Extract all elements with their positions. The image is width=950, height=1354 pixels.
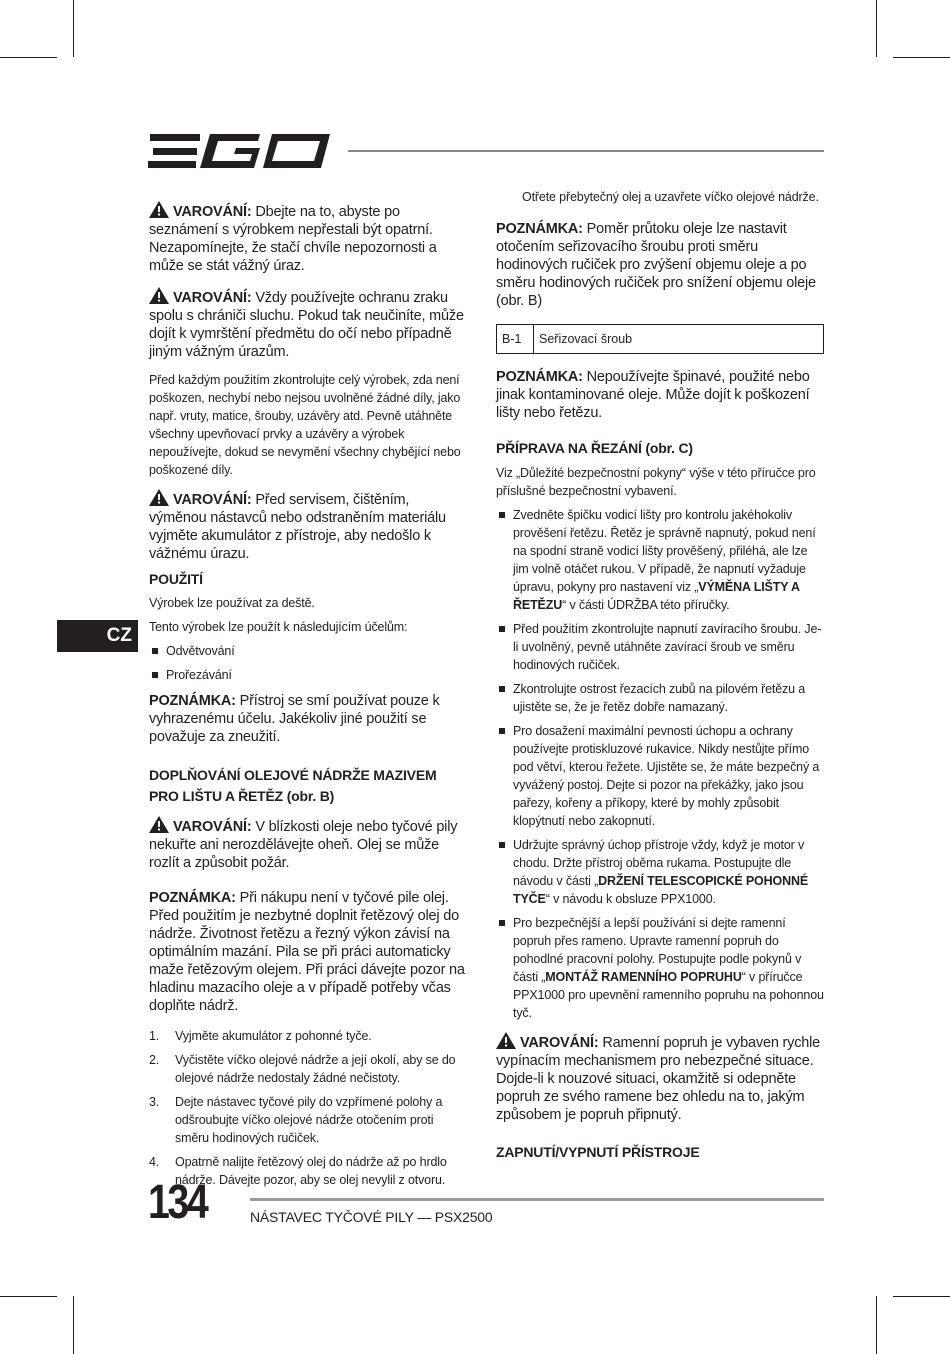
list-item: Před použitím zkontrolujte napnutí zavíracího šroubu. Je-li uvolněný, pevně utáhněte zavírací šroub ve směru hodinových ručiček. — [496, 620, 824, 674]
list-text: “ v příručce PPX1000 pro upevnění ramenního popruhu na pohonnou tyč. — [513, 970, 824, 1020]
note-paragraph — [496, 220, 824, 310]
use-paragraph: Tento výrobek lze použít k následujícím účelům: — [149, 620, 408, 634]
table-cell-key: B-1 — [497, 325, 534, 354]
list-text: “ v návodu k obsluze PPX1000. — [545, 892, 716, 906]
warning-triangle-icon — [149, 287, 169, 304]
ego-logo — [148, 130, 332, 174]
list-text: Pro bezpečnější a lepší používání si dejte ramenní popruh přes rameno. Upravte ramenní popruh do pohodlné pracovní polohy. Postupujte podle pokynů v části „ — [513, 916, 802, 984]
warning-triangle-icon — [149, 201, 169, 218]
list-item — [496, 836, 824, 908]
list-item: Zkontrolujte ostrost řezacích zubů na pilovém řetězu a ujistěte se, že je řetěz dobře namazaný. — [496, 680, 824, 716]
use-list — [149, 642, 469, 684]
warning-label: VAROVÁNÍ: — [173, 819, 252, 835]
step-number: 2. — [149, 1053, 160, 1067]
list-item: Pro dosažení maximální pevnosti úchopu a ochrany používejte protiskluzové rukavice. Nikdy nestůjte přímo pod větví, kterou řežete. Ujistěte se, že máte bezpečný a vyvážený postoj. Dejte si pozor na překážky, jako jsou pařezy, kořeny a příkopy, které by mohly způsobit klopýtnutí nebo zakopnutí. — [496, 722, 824, 830]
inspection-paragraph: Před každým použitím zkontrolujte celý výrobek, zda není poškozen, nechybí nebo nejsou uvolněné žádné díly, jako např. vruty, matice, šrouby, uzávěry atd. Pevně utáhněte všechny upevňovací prvky a uzávěry a výrobek nepoužívejte, dokud se nevymění všechny chybějící nebo poškozené díly. — [149, 373, 461, 477]
list-text: Udržujte správný úchop přístroje vždy, když je motor v chodu. Držte přístroj oběma rukama. Postupujte dle návodu v části „ — [513, 838, 805, 888]
note-label: POZNÁMKA: — [496, 221, 583, 237]
section-heading-prep: PŘÍPRAVA NA ŘEZÁNÍ (obr. C) — [496, 440, 693, 456]
step-text: Vyjměte akumulátor z pohonné tyče. — [175, 1029, 372, 1043]
list-text-bold: VÝMĚNA LIŠTY A ŘETĚZU — [513, 580, 800, 612]
crop-mark — [893, 1296, 950, 1297]
list-text: Zvedněte špičku vodicí lišty pro kontrolu jakéhokoliv prověšení řetězu. Řetěz je správně napnutý, pokud není na spodní straně vodicí lišty prověšený, přiléhá, ale lze jim volně otáčet rukou. V případě, že napnutí vyžaduje úpravu, pokyny pro nastavení viz „ — [513, 508, 816, 594]
language-tab: CZ — [57, 620, 138, 652]
page-number: 134 — [148, 1176, 207, 1229]
note-text: Při nákupu není v tyčové pile olej. Před použitím je nezbytné doplnit řetězový olej do nádrže. Životnost řetězu a řezný výkon závisí na optimálním mazání. Pila se při práci automaticky maže řetězovým olejem. Při práci dávejte pozor na hladinu mazacího oleje a v případě potřeby včas doplňte nádrž. — [149, 890, 465, 1014]
step-number: 1. — [149, 1029, 160, 1043]
table-row — [497, 325, 824, 354]
parts-table — [496, 324, 824, 354]
warning-label: VAROVÁNÍ: — [173, 290, 252, 306]
note-paragraph — [149, 889, 469, 1015]
footer-title: NÁSTAVEC TYČOVÉ PILY — PSX2500 — [250, 1209, 493, 1225]
list-item — [496, 506, 824, 614]
step-text: Dejte nástavec tyčové pily do vzpřímené polohy a odšroubujte víčko olejové nádrže otočením proti směru hodinových ručiček. — [175, 1095, 443, 1145]
note-text: Nepoužívejte špinavé, použité nebo jinak kontaminované oleje. Může dojít k poškození lišty nebo řetězu. — [496, 369, 810, 421]
crop-mark — [0, 1296, 57, 1297]
use-paragraph: Výrobek lze používat za deště. — [149, 596, 315, 610]
prep-list — [496, 506, 824, 1022]
note-text: Poměr průtoku oleje lze nastavit otočením seřizovacího šroubu proti směru hodinových ručiček pro zvýšení objemu oleje a po směru hodinových ručiček pro snížení objemu oleje (obr. B) — [496, 221, 816, 309]
crop-mark — [0, 57, 57, 58]
crop-mark — [876, 0, 877, 57]
step-continuation: Otřete přebytečný olej a uzavřete víčko olejové nádrže. — [522, 190, 819, 204]
list-text: “ v části ÚDRŽBA této příručky. — [562, 598, 730, 612]
warning-text: Před servisem, čištěním, výměnou nástavců nebo odstraněním materiálu vyjměte akumulátor z přístroje, aby nedošlo k vážnému úrazu. — [149, 492, 446, 562]
note-paragraph — [496, 368, 824, 422]
section-heading-onoff: ZAPNUTÍ/VYPNUTÍ PŘÍSTROJE — [496, 1144, 700, 1160]
warning-triangle-icon — [496, 1032, 516, 1049]
warning-text: Vždy používejte ochranu zraku spolu s chrániči sluchu. Pokud tak neučiníte, může dojít k vymrštění předmětu do očí nebo případně jiným vážným úrazům. — [149, 290, 464, 360]
step-text: Vyčistěte víčko olejové nádrže a její okolí, aby se do olejové nádrže nedostaly žádné nečistoty. — [175, 1053, 456, 1085]
warning-label: VAROVÁNÍ: — [173, 204, 252, 220]
section-heading-use: POUŽITÍ — [149, 571, 203, 587]
warning-paragraph — [149, 816, 469, 872]
table-cell-value: Seřizovací šroub — [534, 325, 824, 354]
right-column — [496, 188, 824, 1162]
note-text: Přístroj se smí používat pouze k vyhrazenému účelu. Jakékoliv jiné použití se považuje za zneužití. — [149, 693, 440, 745]
list-item: Odvětvování — [149, 642, 469, 660]
crop-mark — [876, 1296, 877, 1354]
warning-label: VAROVÁNÍ: — [520, 1035, 599, 1051]
step-number: 4. — [149, 1155, 160, 1169]
section-heading-fill: DOPLŇOVÁNÍ OLEJOVÉ NÁDRŽE MAZIVEM PRO LIŠTU A ŘETĚZ (obr. B) — [149, 767, 437, 804]
list-item: Prořezávání — [149, 666, 469, 684]
note-paragraph — [149, 692, 469, 746]
warning-paragraph — [496, 1032, 824, 1124]
crop-mark — [73, 0, 74, 57]
crop-mark — [893, 57, 950, 58]
warning-text: Ramenní popruh je vybaven rychle vypínacím mechanismem pro nebezpečné situace. Dojde-li k nouzové situaci, okamžitě si odepněte popruh ze svého ramene bez ohledu na to, jakým způsobem je popruh připnutý. — [496, 1035, 820, 1123]
crop-mark — [73, 1296, 74, 1354]
warning-text: Dbejte na to, abyste po seznámení s výrobkem nepřestali být opatrní. Nezapomínejte, že stačí chvíle nepozornosti a může se stát vážný úraz. — [149, 204, 437, 274]
header-rule — [348, 150, 824, 152]
warning-paragraph — [149, 489, 469, 563]
list-item — [496, 914, 824, 1022]
list-text-bold: MONTÁŽ RAMENNÍHO POPRUHU — [545, 970, 742, 984]
warning-paragraph — [149, 287, 469, 361]
note-label: POZNÁMKA: — [149, 693, 236, 709]
warning-paragraph — [149, 201, 469, 275]
step-item — [149, 1093, 469, 1147]
list-text-bold: DRŽENÍ TELESCOPICKÉ POHONNÉ TYČE — [513, 874, 809, 906]
step-text: Opatrně nalijte řetězový olej do nádrže až po hrdlo nádrže. Dávejte pozor, aby se olej nevylil z otvoru. — [175, 1155, 447, 1187]
step-number: 3. — [149, 1095, 160, 1109]
prep-intro: Viz „Důležité bezpečnostní pokyny“ výše v této příručce pro příslušné bezpečnostní vybavení. — [496, 466, 816, 498]
step-item — [149, 1027, 469, 1045]
note-label: POZNÁMKA: — [496, 369, 583, 385]
refill-steps — [149, 1027, 469, 1189]
footer-rule — [250, 1198, 824, 1201]
warning-text: V blízkosti oleje nebo tyčové pily nekuřte ani nerozdělávejte oheň. Olej se může rozlít a způsobit požár. — [149, 819, 458, 871]
warning-triangle-icon — [149, 816, 169, 833]
note-label: POZNÁMKA: — [149, 890, 236, 906]
warning-label: VAROVÁNÍ: — [173, 492, 252, 508]
step-item — [149, 1051, 469, 1087]
warning-triangle-icon — [149, 489, 169, 506]
left-column — [149, 195, 469, 1189]
